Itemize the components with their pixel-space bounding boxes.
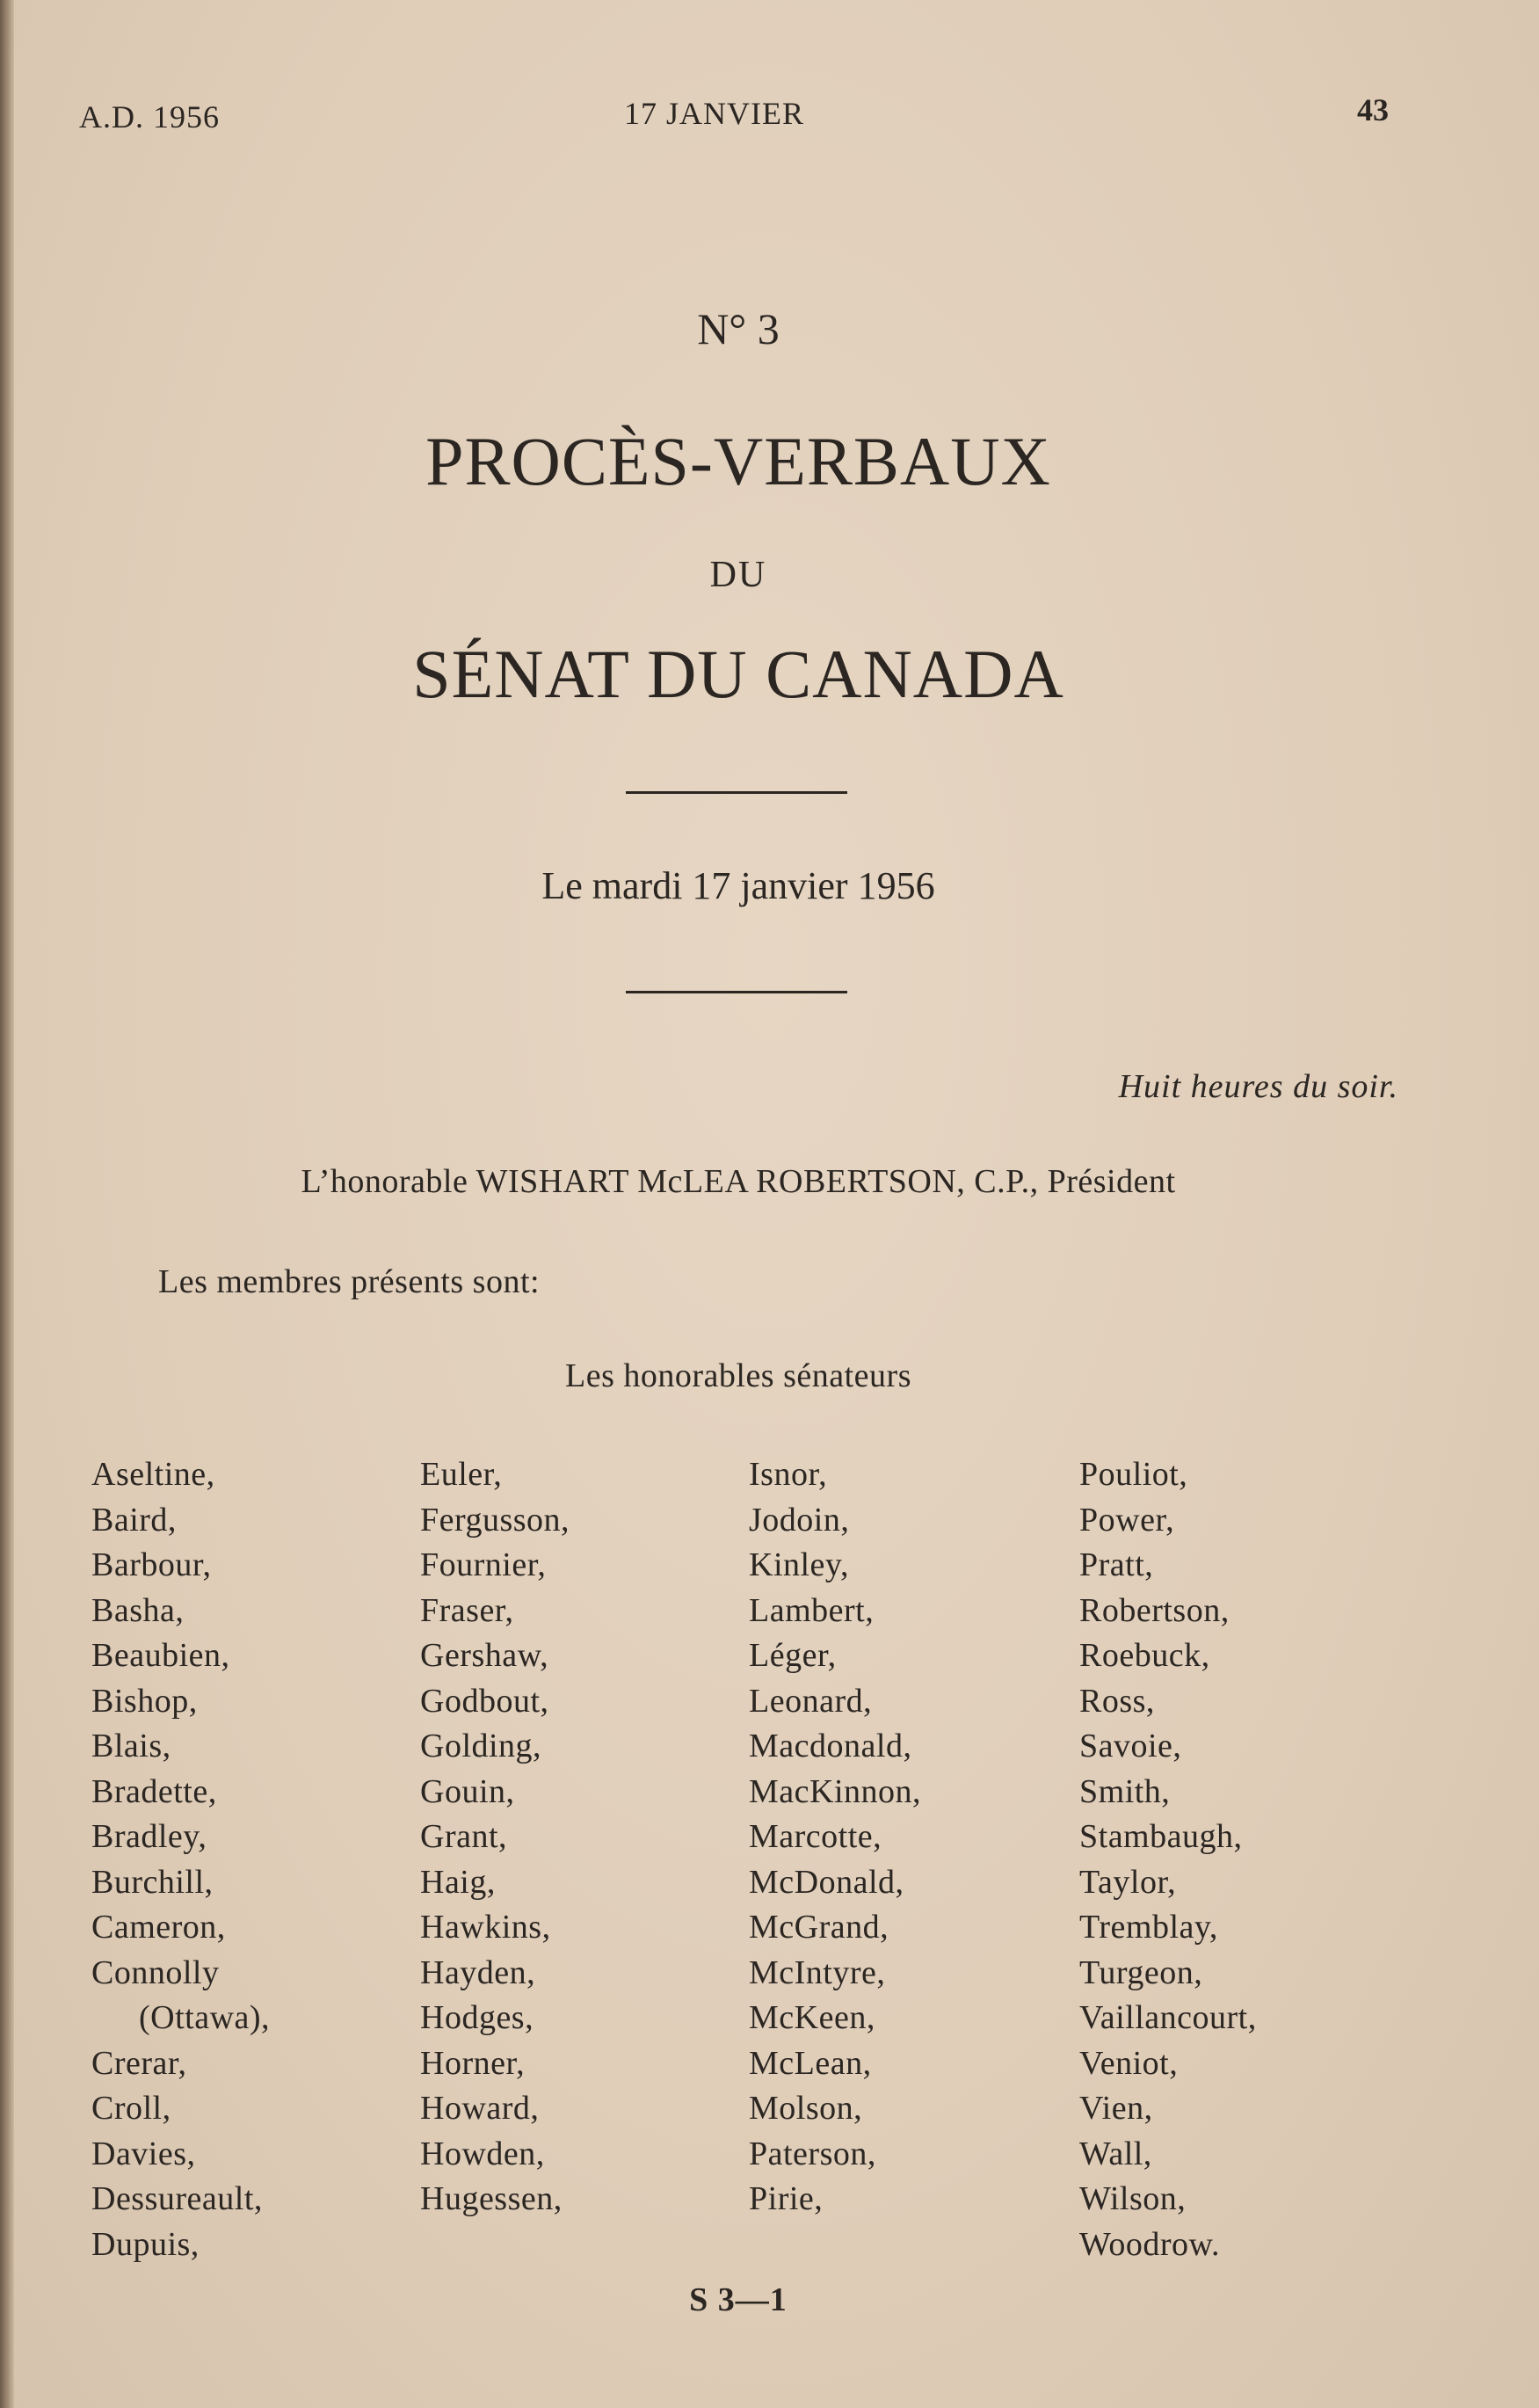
senator-name: Fergusson, (420, 1501, 570, 1539)
senator-column-2 (420, 1452, 570, 2222)
senator-name: Léger, (749, 1637, 837, 1674)
senator-name: McLean, (749, 2044, 872, 2082)
senator-name: McDonald, (749, 1863, 904, 1901)
senator-name: Vien, (1079, 2090, 1153, 2127)
senator-name: Howden, (420, 2135, 545, 2172)
title-connector: DU (709, 555, 767, 595)
senator-name: Bishop, (91, 1682, 198, 1720)
senator-name: Hugessen, (420, 2180, 563, 2217)
senator-name: Fraser, (420, 1591, 514, 1629)
senator-name: Molson, (749, 2090, 863, 2127)
running-header-date: 17 JANVIER (624, 96, 804, 131)
book-spine-edge (0, 0, 14, 2408)
senator-name: Pirie, (749, 2180, 824, 2217)
senator-name: Euler, (420, 1456, 503, 1493)
senator-name: McKeen, (749, 1999, 875, 2036)
senator-name: Jodoin, (749, 1501, 850, 1539)
running-header-year: A.D. 1956 (79, 99, 220, 135)
senator-name: Blais, (91, 1728, 171, 1764)
senator-name: Hawkins, (420, 1909, 551, 1946)
page-title: PROCÈS-VERBAUX (425, 423, 1051, 499)
senator-name: Roebuck, (1079, 1637, 1210, 1674)
senator-name: Power, (1079, 1501, 1175, 1539)
senator-column-1 (91, 1452, 270, 2267)
senator-name: Vaillancourt, (1079, 1999, 1257, 2036)
divider-bottom (626, 991, 847, 993)
senator-name: McIntyre, (749, 1953, 886, 1991)
senator-name: Smith, (1079, 1772, 1171, 1810)
senators-heading: Les honorables sénateurs (565, 1357, 911, 1394)
senator-name: Howard, (420, 2090, 540, 2127)
senator-name: Hodges, (420, 1999, 534, 2036)
senator-name: Lambert, (749, 1591, 875, 1629)
senator-name: Macdonald, (749, 1728, 912, 1764)
senator-name: Barbour, (91, 1546, 212, 1583)
senator-name: Wilson, (1079, 2180, 1187, 2217)
senator-name: Grant, (420, 1818, 508, 1855)
senator-name: Gershaw, (420, 1637, 549, 1674)
issue-number: N° 3 (697, 304, 780, 353)
members-intro: Les membres présents sont: (158, 1263, 541, 1300)
senate-title: SÉNAT DU CANADA (412, 636, 1064, 712)
senator-name: Tremblay, (1079, 1909, 1218, 1946)
senator-name: Robertson, (1079, 1591, 1230, 1629)
senator-name: Pouliot, (1079, 1456, 1188, 1493)
senator-name: Stambaugh, (1079, 1818, 1243, 1855)
session-time: Huit heures du soir. (1118, 1068, 1398, 1105)
president-line: L’honorable WISHART McLEA ROBERTSON, C.P., Président (301, 1163, 1176, 1200)
senator-name-continuation: (Ottawa), (139, 1999, 271, 2036)
senator-name: Connolly (91, 1953, 220, 1991)
senator-name: Fournier, (420, 1546, 547, 1583)
senator-name: Woodrow. (1079, 2225, 1220, 2263)
senator-name: Bradette, (91, 1772, 217, 1810)
senator-name: Burchill, (91, 1863, 214, 1901)
session-date: Le mardi 17 janvier 1956 (541, 864, 935, 907)
senator-name: Kinley, (749, 1546, 849, 1583)
senator-name: Basha, (91, 1591, 185, 1629)
senator-name: Davies, (91, 2135, 196, 2172)
senator-name: Taylor, (1079, 1863, 1177, 1901)
senator-name: Crerar, (91, 2044, 187, 2082)
senator-name: Pratt, (1079, 1546, 1154, 1583)
senator-column-3 (749, 1452, 921, 2222)
senator-name: Ross, (1079, 1682, 1155, 1720)
senator-name: McGrand, (749, 1909, 889, 1946)
senator-name: Horner, (420, 2044, 526, 2082)
senator-name: Isnor, (749, 1456, 828, 1493)
signature-mark: S 3—1 (689, 2281, 788, 2318)
senator-name: Paterson, (749, 2135, 876, 2172)
senator-name: Aseltine, (91, 1456, 215, 1493)
senator-name: Savoie, (1079, 1728, 1182, 1764)
senator-name: Cameron, (91, 1909, 226, 1946)
senator-name: Haig, (420, 1863, 496, 1901)
senator-name: Godbout, (420, 1682, 549, 1720)
senator-column-4 (1079, 1452, 1257, 2267)
page-number: 43 (1357, 92, 1389, 127)
senator-name: Baird, (91, 1501, 177, 1539)
senator-name: Marcotte, (749, 1818, 882, 1855)
senator-name: MacKinnon, (749, 1772, 922, 1810)
senator-name: Dessureault, (91, 2180, 263, 2217)
senator-name: Golding, (420, 1728, 542, 1764)
senator-name: Bradley, (91, 1818, 207, 1855)
senator-name: Croll, (91, 2090, 171, 2127)
senator-name: Dupuis, (91, 2225, 200, 2263)
divider-top (626, 791, 847, 794)
senator-name: Gouin, (420, 1772, 515, 1810)
senator-name: Hayden, (420, 1953, 536, 1991)
senator-name: Veniot, (1079, 2044, 1179, 2082)
senator-name: Wall, (1079, 2135, 1152, 2172)
senator-name: Turgeon, (1079, 1953, 1203, 1991)
senator-name: Leonard, (749, 1682, 873, 1720)
senator-name: Beaubien, (91, 1637, 230, 1674)
